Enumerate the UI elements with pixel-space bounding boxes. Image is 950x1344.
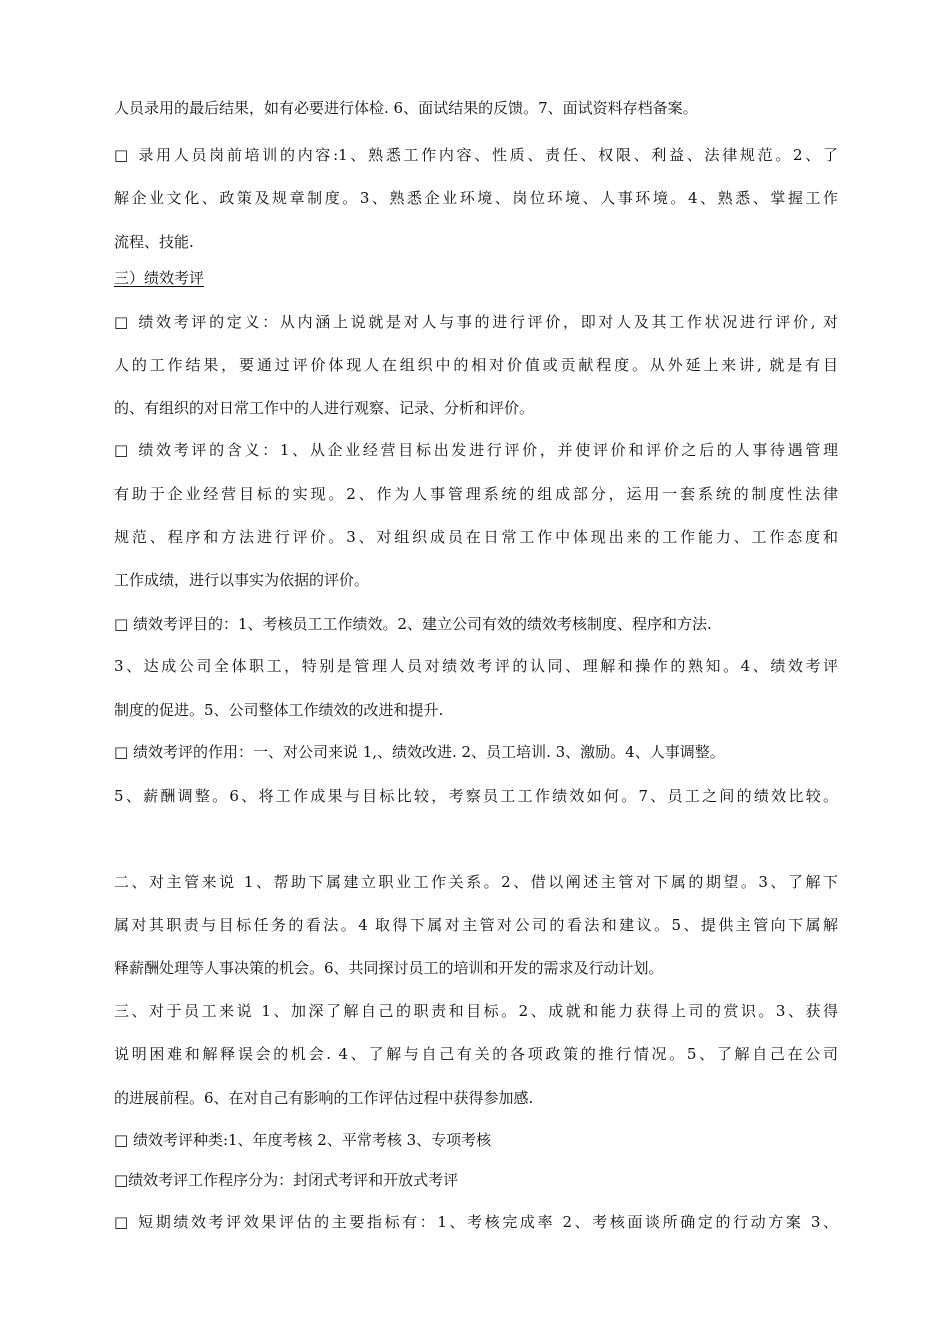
text-line: 工作成绩，进行以事实为依据的评价。 xyxy=(114,571,370,589)
text-line: 人员录用的最后结果，如有必要进行体检. 6、面试结果的反馈。7、面试资料存档备案。 xyxy=(114,99,698,117)
text-line: 有助于企业经营目标的实现。2、作为人事管理系统的组成部分，运用一套系统的制度性法律 xyxy=(114,485,838,503)
text-line: □ 短期绩效考评效果评估的主要指标有：1、考核完成率 2、考核面谈所确定的行动方案 3、 xyxy=(114,1213,838,1231)
text-line: 释薪酬处理等人事决策的机会。6、共同探讨员工的培训和开发的需求及行动计划。 xyxy=(114,959,664,977)
text-line: 人的工作结果，要通过评价体现人在组织中的相对价值或贡献程度。从外延上来讲, 就是有目 xyxy=(114,356,838,374)
text-line: 二、对主管来说 1、帮助下属建立职业工作关系。2、借以阐述主管对下属的期望。3、了解下 xyxy=(114,873,838,891)
section-heading: 三）绩效考评 xyxy=(114,269,205,287)
text-line: □绩效考评工作程序分为：封闭式考评和开放式考评 xyxy=(114,1171,459,1189)
text-line: 说明困难和解释误会的机会. 4、了解与自己有关的各项政策的推行情况。5、了解自己在公司 xyxy=(114,1045,838,1063)
text-line: 流程、技能. xyxy=(114,233,194,251)
text-line: 属对其职责与目标任务的看法。4 取得下属对主管对公司的看法和建议。5、提供主管向下属解 xyxy=(114,916,838,934)
text-line: □ 录用人员岗前培训的内容:1、熟悉工作内容、性质、责任、权限、利益、法律规范。2、了 xyxy=(114,146,838,164)
text-line: 3、达成公司全体职工，特别是管理人员对绩效考评的认同、理解和操作的熟知。4、绩效考评 xyxy=(114,657,838,675)
text-line: □ 绩效考评的含义：1、从企业经营目标出发进行评价，并使评价和评价之后的人事待遇管理 xyxy=(114,441,838,459)
text-line: 解企业文化、政策及规章制度。3、熟悉企业环境、岗位环境、人事环境。4、熟悉、掌握工作 xyxy=(114,189,838,207)
text-line: □ 绩效考评的作用：一、对公司来说 1,、绩效改进. 2、员工培训. 3、激励。4、人事调整。 xyxy=(114,743,725,761)
text-line: 的、有组织的对日常工作中的人进行观察、记录、分析和评价。 xyxy=(114,399,535,417)
text-line: 制度的促进。5、公司整体工作绩效的改进和提升. xyxy=(114,701,444,719)
text-line: 5、薪酬调整。6、将工作成果与目标比较，考察员工工作绩效如何。7、员工之间的绩效比较。 xyxy=(114,787,838,805)
text-line: 规范、程序和方法进行评价。3、对组织成员在日常工作中体现出来的工作能力、工作态度和 xyxy=(114,528,838,546)
text-line: □ 绩效考评目的：1、考核员工工作绩效。2、建立公司有效的绩效考核制度、程序和方法. xyxy=(114,615,712,633)
text-line: □ 绩效考评种类:1、年度考核 2、平常考核 3、专项考核 xyxy=(114,1131,492,1149)
text-line: 的进展前程。6、在对自己有影响的工作评估过程中获得参加感. xyxy=(114,1089,534,1107)
text-line: □ 绩效考评的定义：从内涵上说就是对人与事的进行评价，即对人及其工作状况进行评价, 对 xyxy=(114,313,838,331)
text-line: 三、对于员工来说 1、加深了解自己的职责和目标。2、成就和能力获得上司的赏识。3、获得 xyxy=(114,1002,838,1020)
